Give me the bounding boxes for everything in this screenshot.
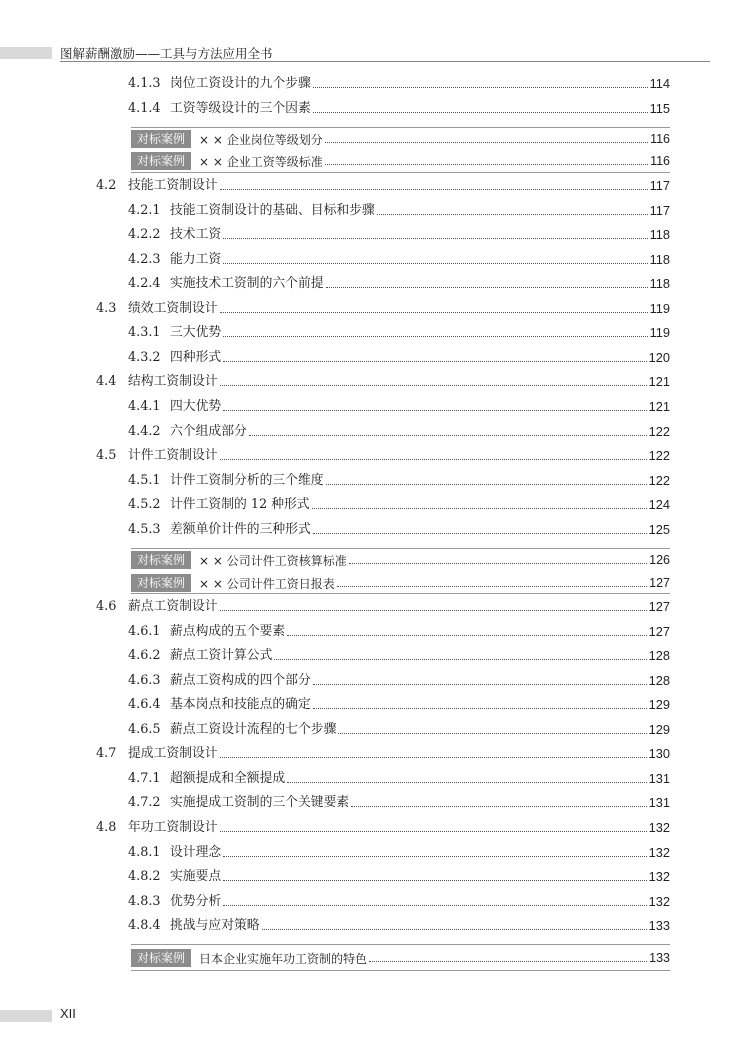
subsection-entry [128,276,670,291]
case-title: × × 公司计件工资日报表 [199,576,335,591]
entry-number: 4.2 [96,178,117,193]
case-page: 116 [650,132,670,146]
dot-leader [313,532,647,534]
dot-leader [312,507,647,509]
case-entry [131,152,670,170]
entry-title: 绩效工资制设计 [128,301,218,316]
dot-leader [349,562,647,564]
dot-leader [313,111,648,113]
dot-leader [249,434,647,436]
entry-title: 计件工资制的 12 种形式 [170,497,310,512]
entry-number: 4.5.1 [128,473,161,488]
case-group-rule [131,127,670,128]
entry-number: 4.6 [96,599,117,614]
case-tag: 对标案例 [131,130,191,148]
entry-title: 技能工资制设计的基础、目标和步骤 [170,203,375,218]
entry-page: 130 [648,746,670,761]
section-entry [96,820,670,835]
entry-title: 技术工资 [170,227,222,242]
entry-title: 薪点工资设计流程的七个步骤 [170,722,337,737]
entry-page: 118 [649,227,670,242]
dot-leader [262,928,647,930]
dot-leader [220,830,647,832]
entry-title: 优势分析 [170,894,222,909]
dot-leader [274,658,646,660]
entry-number: 4.8.1 [128,845,161,860]
entry-number: 4.7.1 [128,771,161,786]
entry-page: 129 [648,722,670,737]
section-entry [96,448,670,463]
subsection-entry [128,76,670,91]
entry-title: 超额提成和全额提成 [170,771,286,786]
entry-number: 4.5.3 [128,522,161,537]
entry-number: 4.2.4 [128,276,161,291]
subsection-entry [128,869,670,884]
entry-number: 4.8.2 [128,869,161,884]
subsection-entry [128,673,670,688]
entry-title: 年功工资制设计 [128,820,218,835]
entry-number: 4.8.4 [128,918,161,933]
dot-leader [369,960,647,962]
entry-page: 124 [648,497,670,512]
subsection-entry [128,845,670,860]
dot-leader [220,756,647,758]
entry-number: 4.8 [96,820,117,835]
entry-title: 实施提成工资制的三个关键要素 [170,795,350,810]
dot-leader [325,163,648,165]
subsection-entry [128,624,670,639]
section-entry [96,599,670,614]
dot-leader [338,732,646,734]
case-entry [131,949,670,967]
subsection-entry [128,252,670,267]
footer-bar [0,1010,52,1022]
running-header-title: 图解薪酬激励——工具与方法应用全书 [60,46,273,61]
entry-title: 提成工资制设计 [128,746,218,761]
entry-title: 设计理念 [170,845,222,860]
dot-leader [313,683,647,685]
dot-leader [326,483,647,485]
entry-page: 119 [649,325,670,340]
entry-page: 122 [648,473,670,488]
entry-title: 计件工资制设计 [128,448,218,463]
entry-page: 132 [648,869,670,884]
entry-page: 132 [648,820,670,835]
entry-title: 薪点工资构成的四个部分 [170,673,311,688]
entry-number: 4.6.2 [128,648,161,663]
case-title: × × 公司计件工资核算标准 [199,553,347,568]
entry-page: 121 [648,399,670,414]
section-entry [96,374,670,389]
entry-title: 技能工资制设计 [128,178,218,193]
entry-title: 挑战与应对策略 [170,918,260,933]
entry-number: 4.6.4 [128,697,161,712]
entry-number: 4.7 [96,746,117,761]
entry-page: 131 [648,795,670,810]
entry-number: 4.2.2 [128,227,161,242]
dot-leader [220,458,647,460]
case-entry [131,574,670,592]
entry-number: 4.3 [96,301,117,316]
entry-page: 114 [649,76,670,91]
entry-title: 能力工资 [170,252,222,267]
entry-page: 121 [648,374,670,389]
case-page: 126 [649,553,670,567]
case-tag: 对标案例 [131,551,191,569]
entry-page: 133 [648,918,670,933]
entry-page: 132 [648,845,670,860]
entry-page: 128 [648,673,670,688]
dot-leader [223,879,646,881]
entry-number: 4.2.3 [128,252,161,267]
case-title: × × 企业工资等级标准 [199,154,323,169]
entry-title: 薪点工资制设计 [128,599,218,614]
case-title: × × 企业岗位等级划分 [199,132,323,147]
dot-leader [220,384,647,386]
subsection-entry [128,399,670,414]
entry-title: 计件工资制分析的三个维度 [170,473,324,488]
case-title: 日本企业实施年功工资制的特色 [199,951,368,966]
subsection-entry [128,697,670,712]
case-tag: 对标案例 [131,152,191,170]
entry-page: 117 [649,203,670,218]
entry-number: 4.3.1 [128,325,161,340]
dot-leader [220,311,648,313]
entry-title: 六个组成部分 [170,424,247,439]
case-group-rule [131,593,670,594]
section-entry [96,746,670,761]
subsection-entry [128,771,670,786]
entry-number: 4.6.5 [128,722,161,737]
subsection-entry [128,722,670,737]
dot-leader [223,335,647,337]
subsection-entry [128,795,670,810]
entry-page: 118 [649,252,670,267]
case-group-rule [131,548,670,549]
entry-number: 4.5.2 [128,497,161,512]
dot-leader [325,141,648,143]
subsection-entry [128,473,670,488]
entry-page: 127 [648,599,670,614]
dot-leader [220,609,647,611]
section-entry [96,178,670,193]
dot-leader [287,634,646,636]
subsection-entry [128,350,670,365]
entry-page: 125 [648,522,670,537]
entry-number: 4.7.2 [128,795,161,810]
dot-leader [351,805,646,807]
entry-number: 4.5 [96,448,117,463]
entry-title: 薪点构成的五个要素 [170,624,286,639]
entry-page: 128 [648,648,670,663]
dot-leader [223,904,646,906]
subsection-entry [128,101,670,116]
entry-page: 118 [649,276,670,291]
subsection-entry [128,648,670,663]
case-group-rule [131,970,670,971]
subsection-entry [128,227,670,242]
entry-page: 131 [648,771,670,786]
entry-page: 115 [649,101,670,116]
entry-number: 4.4 [96,374,117,389]
dot-leader [223,262,647,264]
entry-page: 120 [648,350,670,365]
dot-leader [223,360,646,362]
case-group-rule [131,944,670,945]
entry-title: 实施技术工资制的六个前提 [170,276,324,291]
entry-page: 117 [649,178,670,193]
dot-leader [223,855,646,857]
entry-page: 122 [648,424,670,439]
dot-leader [377,213,648,215]
entry-number: 4.1.3 [128,76,161,91]
dot-leader [220,188,648,190]
subsection-entry [128,522,670,537]
entry-page: 119 [649,301,670,316]
entry-title: 工资等级设计的三个因素 [170,101,311,116]
dot-leader [223,237,647,239]
case-page: 133 [649,951,670,965]
entry-number: 4.4.2 [128,424,161,439]
entry-number: 4.1.4 [128,101,161,116]
case-entry [131,551,670,569]
subsection-entry [128,424,670,439]
subsection-entry [128,497,670,512]
entry-number: 4.6.3 [128,673,161,688]
page-number: XII [60,1006,76,1021]
subsection-entry [128,918,670,933]
entry-title: 薪点工资计算公式 [170,648,273,663]
dot-leader [313,707,647,709]
entry-page: 122 [648,448,670,463]
entry-number: 4.3.2 [128,350,161,365]
dot-leader [313,86,648,88]
entry-title: 四种形式 [170,350,222,365]
entry-title: 差额单价计件的三种形式 [170,522,311,537]
dot-leader [223,409,646,411]
case-page: 116 [650,154,670,168]
case-page: 127 [649,576,670,590]
entry-page: 129 [648,697,670,712]
case-entry [131,130,670,148]
dot-leader [337,585,647,587]
entry-number: 4.8.3 [128,894,161,909]
entry-number: 4.2.1 [128,203,161,218]
case-tag: 对标案例 [131,949,191,967]
entry-page: 127 [648,624,670,639]
subsection-entry [128,325,670,340]
entry-number: 4.6.1 [128,624,161,639]
subsection-entry [128,203,670,218]
dot-leader [326,286,648,288]
entry-title: 基本岗点和技能点的确定 [170,697,311,712]
entry-title: 实施要点 [170,869,222,884]
entry-title: 结构工资制设计 [128,374,218,389]
entry-title: 四大优势 [170,399,222,414]
section-entry [96,301,670,316]
entry-page: 132 [648,894,670,909]
entry-title: 三大优势 [170,325,222,340]
entry-number: 4.4.1 [128,399,161,414]
case-group-rule [131,172,670,173]
dot-leader [287,781,646,783]
subsection-entry [128,894,670,909]
entry-title: 岗位工资设计的九个步骤 [170,76,311,91]
case-tag: 对标案例 [131,574,191,592]
